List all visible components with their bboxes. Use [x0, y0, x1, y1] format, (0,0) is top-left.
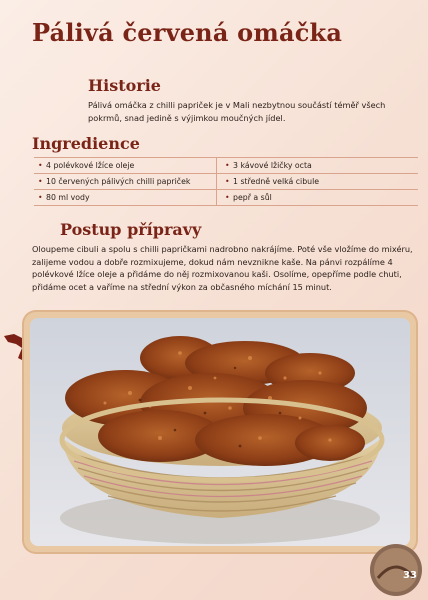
- bullet-icon: •: [38, 193, 43, 202]
- fried-patties-in-basket-image: [30, 318, 410, 546]
- page-corner-badge: [368, 542, 424, 596]
- ingredient-cell: • pepř a sůl: [217, 190, 419, 206]
- bullet-icon: •: [38, 161, 43, 170]
- bullet-icon: •: [225, 193, 230, 202]
- ingredience-heading: Ingredience: [32, 134, 140, 153]
- ingredient-row: [34, 190, 418, 206]
- historie-heading: Historie: [88, 76, 161, 95]
- bullet-icon: •: [225, 177, 230, 186]
- postup-text: Oloupeme cibuli a spolu s chilli papričkami nadrobno nakrájíme. Poté vše vložíme do mixéru, zalijeme vodou a dobře rozmixujeme, dokud nám nevznikne kaše. Na pánvi rozpálíme 4 polévkové lžíce oleje a přidáme do něj rozmixovanou kaši. Osolíme, opepříme podle chuti, přidáme ocet a vaříme na střední výkon za občasného míchání 15 minut.: [32, 244, 413, 293]
- page-title: Pálivá červená omáčka: [32, 18, 343, 47]
- page-number: 33: [403, 570, 417, 581]
- bullet-icon: •: [225, 161, 230, 170]
- ingredient-cell: • 10 červených pálivých chilli papriček: [34, 174, 217, 190]
- ingredient-cell: • 3 kávové lžičky octa: [217, 158, 419, 174]
- bullet-icon: •: [38, 177, 43, 186]
- food-photo: [30, 318, 410, 546]
- ingredient-row: [34, 174, 418, 190]
- ingredient-row: [34, 158, 418, 174]
- ingredients-table: [34, 157, 418, 206]
- ingredient-cell: • 1 středně velká cibule: [217, 174, 419, 190]
- historie-text: Pálivá omáčka z chilli papriček je v Mali nezbytnou součástí téměř všech pokrmů, snad jedině s výjimkou moučných jídel.: [88, 100, 386, 123]
- ingredient-cell: • 4 polévkové lžíce oleje: [34, 158, 217, 174]
- ingredient-cell: • 80 ml vody: [34, 190, 217, 206]
- postup-heading: Postup přípravy: [60, 220, 202, 239]
